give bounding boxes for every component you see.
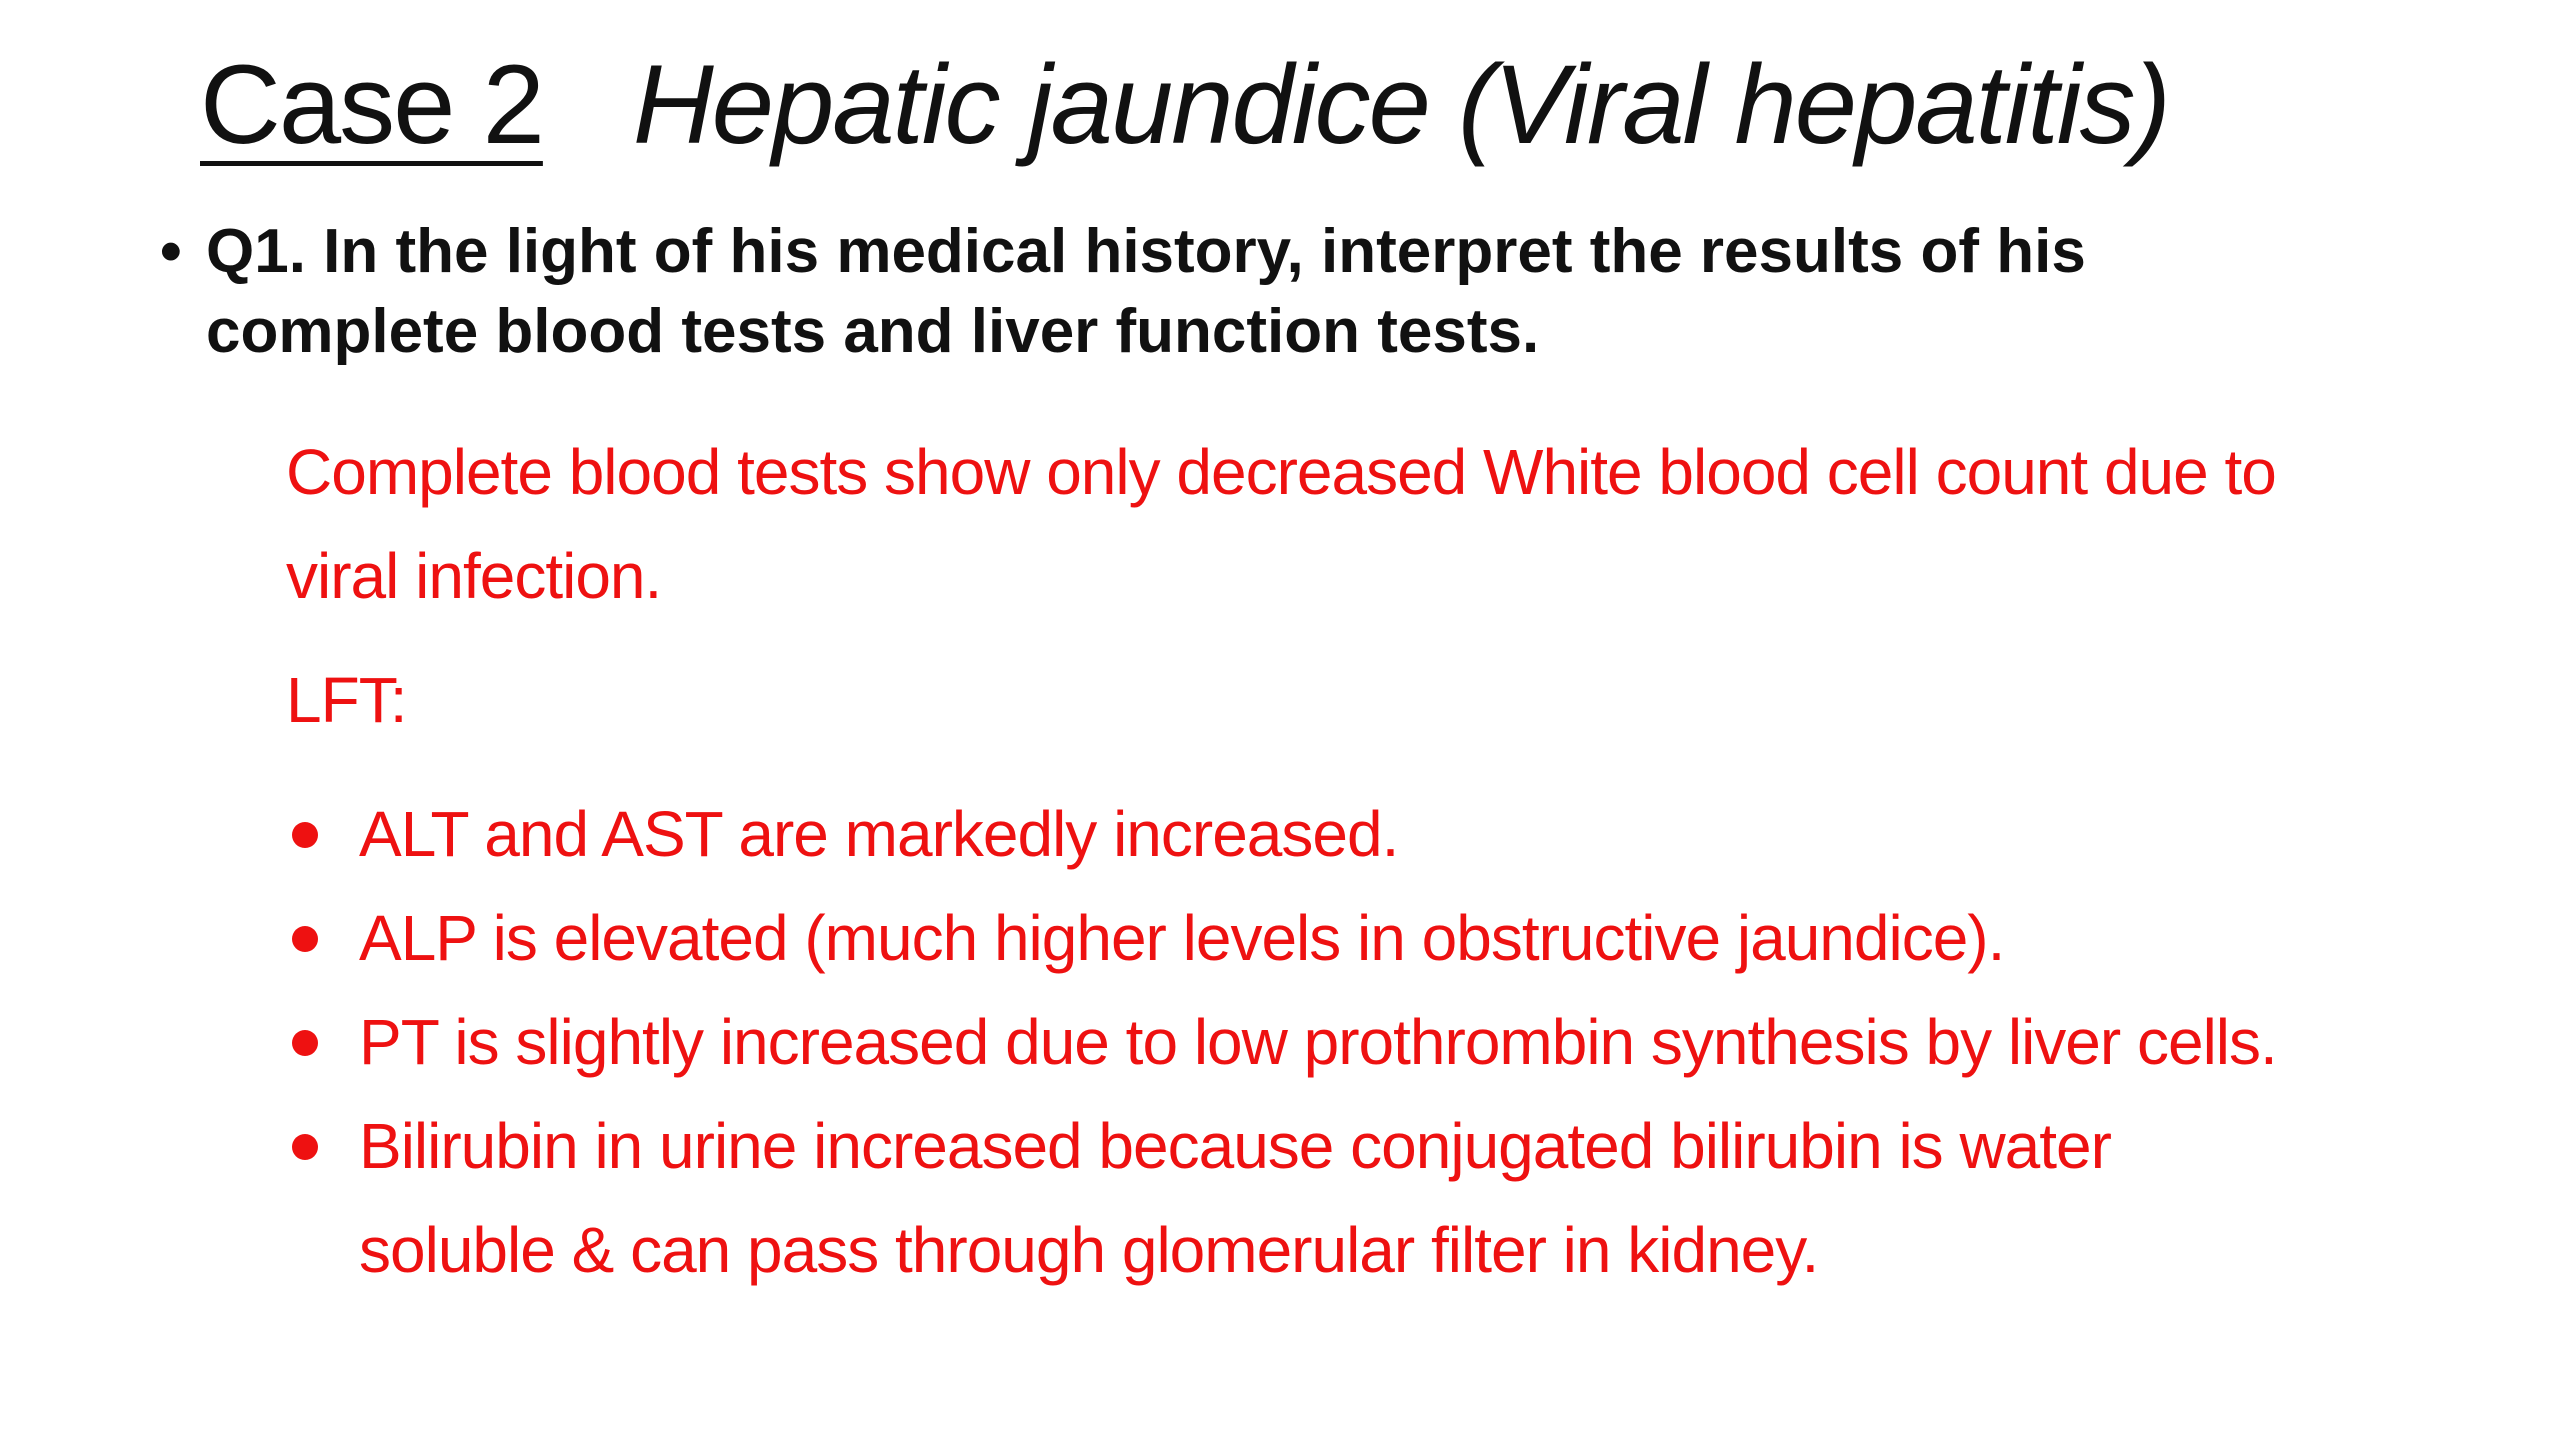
question-block bbox=[160, 212, 2320, 372]
case-topic: Hepatic jaundice (Viral hepatitis) bbox=[632, 42, 2169, 167]
lft-item-alp bbox=[286, 886, 2286, 990]
lft-item-text: PT is slightly increased due to low prothrombin synthesis by liver cells. bbox=[359, 1006, 2277, 1078]
lft-item-alt-ast bbox=[286, 782, 2286, 886]
lft-list bbox=[286, 782, 2286, 1302]
bullet-dot-icon bbox=[292, 1134, 318, 1160]
bullet-dot-icon bbox=[292, 822, 318, 848]
lft-item-text: Bilirubin in urine increased because conjugated bilirubin is water soluble & can pass through glomerular filter in kidney. bbox=[359, 1110, 2111, 1286]
question-text: Q1. In the light of his medical history, interpret the results of his complete blood tests and liver function tests. bbox=[206, 217, 2086, 366]
lft-item-pt bbox=[286, 990, 2286, 1094]
lft-item-text: ALT and AST are markedly increased. bbox=[359, 798, 1399, 870]
lft-item-bilirubin bbox=[286, 1094, 2286, 1302]
question-bullet: • bbox=[160, 217, 182, 286]
lft-item-text: ALP is elevated (much higher levels in obstructive jaundice). bbox=[359, 902, 2005, 974]
cbc-interpretation: Complete blood tests show only decreased White blood cell count due to viral infection. bbox=[286, 436, 2276, 612]
slide-title bbox=[200, 40, 2169, 170]
case-label: Case 2 bbox=[200, 42, 543, 167]
bullet-dot-icon bbox=[292, 1030, 318, 1056]
lft-label: LFT: bbox=[286, 664, 407, 736]
answer-block bbox=[286, 420, 2286, 1302]
bullet-dot-icon bbox=[292, 926, 318, 952]
